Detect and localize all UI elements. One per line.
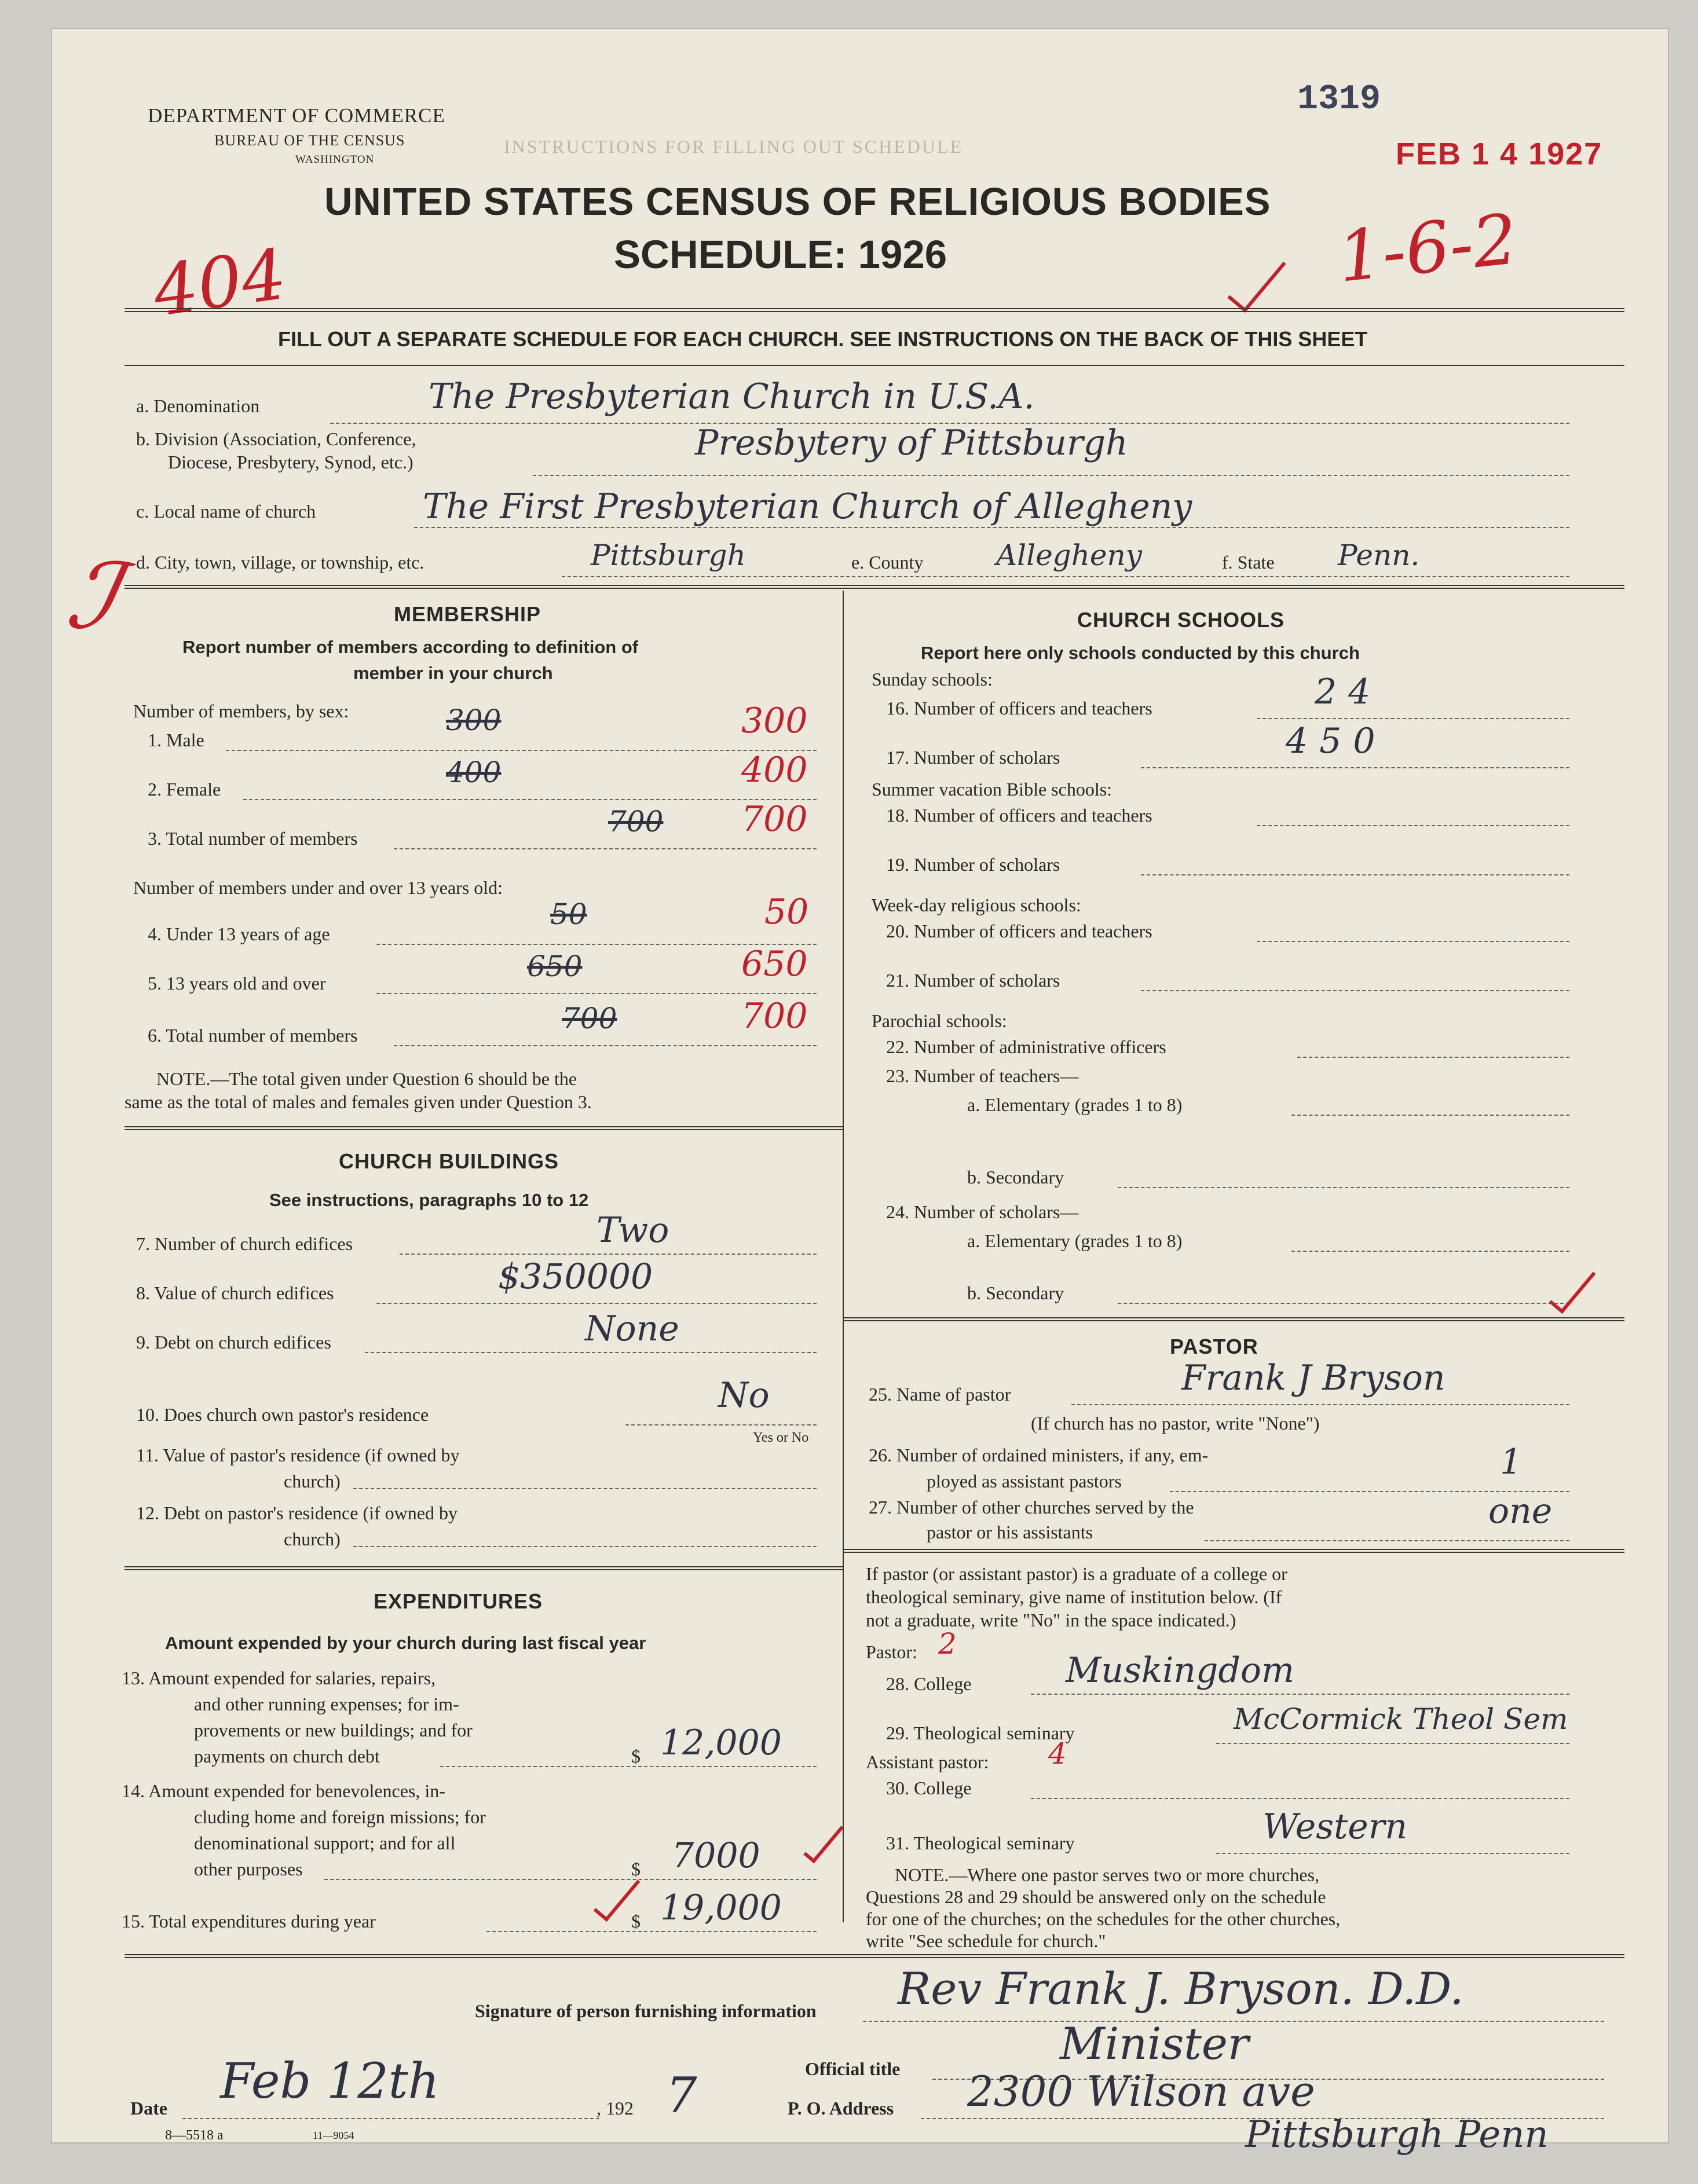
pastor-seminary-field[interactable]: McCormick Theol Sem <box>1234 1702 1568 1736</box>
census-schedule-sheet <box>52 29 1668 2156</box>
pastor-college-line <box>1031 1694 1569 1695</box>
fill-instruction: FILL OUT A SEPARATE SCHEDULE FOR EACH CHURCH. SEE INSTRUCTIONS ON THE BACK OF THIS SHEET <box>278 327 1368 351</box>
address-field[interactable]: 2300 Wilson ave <box>967 2067 1315 2116</box>
edifices-count-line <box>400 1254 817 1255</box>
residence-debt-line <box>353 1546 817 1547</box>
dept-line: DEPARTMENT OF COMMERCE <box>148 104 445 127</box>
sunday-officers-label: 16. Number of officers and teachers <box>886 698 1152 719</box>
red-check-benevolences <box>803 1819 844 1864</box>
total-members-line <box>394 848 817 849</box>
graduate-instr-1: If pastor (or assistant pastor) is a graduate of a college or <box>866 1563 1287 1584</box>
sunday-officers-line <box>1257 718 1569 719</box>
date-field[interactable]: Feb 12th <box>220 2053 440 2109</box>
sunday-scholars-line <box>1141 767 1569 768</box>
sunday-officers-field[interactable]: 24 <box>1315 672 1382 712</box>
asst-pastor-red-mark: 4 <box>1048 1737 1067 1771</box>
asst-seminary-label: 31. Theological seminary <box>886 1833 1075 1853</box>
over-13-label: 5. 13 years old and over <box>148 973 326 994</box>
other-churches-line <box>1205 1540 1569 1541</box>
pastor-note-1: NOTE.—Where one pastor serves two or more churches, <box>895 1864 1320 1885</box>
pastor-rule <box>843 1549 1624 1553</box>
pastor-sub-label: Pastor: <box>866 1641 917 1662</box>
parochial-teachers-sec-label: b. Secondary <box>967 1167 1064 1188</box>
membership-sub-1: Report number of members according to definition of <box>182 637 639 657</box>
weekday-scholars-line <box>1141 990 1569 991</box>
pastor-name-note: (If church has no pastor, write "None") <box>1031 1413 1320 1434</box>
running-expenses-line <box>440 1766 817 1767</box>
vacation-heading: Summer vacation Bible schools: <box>872 779 1113 800</box>
pastor-note-3: for one of the churches; on the schedules for the other churches, <box>866 1908 1341 1929</box>
asst-seminary-field[interactable]: Western <box>1262 1806 1408 1847</box>
female-label: 2. Female <box>148 779 221 800</box>
running-expenses-dollar: $ <box>631 1746 641 1767</box>
total-members-old-value: 700 <box>608 805 664 838</box>
female-old-value: 400 <box>446 756 502 789</box>
pastor-seminary-label: 29. Theological seminary <box>886 1723 1075 1743</box>
membership-note-1: NOTE.—The total given under Question 6 should be the <box>156 1068 577 1089</box>
pastor-name-field[interactable]: Frank J Bryson <box>1181 1358 1446 1398</box>
parochial-teachers-sec-line <box>1118 1187 1569 1188</box>
over-13-old-value: 650 <box>527 950 583 983</box>
membership-title: MEMBERSHIP <box>394 602 541 626</box>
pastor-residence-field[interactable]: No <box>718 1375 770 1416</box>
parochial-admin-line <box>1297 1057 1569 1058</box>
pastor-college-label: 28. College <box>886 1673 972 1694</box>
signature-label: Signature of person furnishing information <box>475 2000 817 2021</box>
weekday-officers-line <box>1257 941 1569 942</box>
address-label: P. O. Address <box>788 2098 894 2119</box>
graduate-instr-2: theological seminary, give name of institution below. (If <box>866 1586 1282 1607</box>
membership-sub-2: member in your church <box>353 663 553 683</box>
edifices-count-label: 7. Number of church edifices <box>136 1233 353 1254</box>
benevolences-line <box>324 1879 817 1880</box>
other-churches-label: 27. Number of other churches served by the <box>869 1497 1194 1518</box>
print-number: 11—9054 <box>313 2130 354 2141</box>
expenditures-sub: Amount expended by your church during last fiscal year <box>165 1633 646 1653</box>
edifices-debt-field[interactable]: None <box>585 1309 679 1349</box>
reverse-bleed-title: INSTRUCTIONS FOR FILLING OUT SCHEDULE <box>504 136 964 157</box>
male-field[interactable]: 300 <box>741 701 808 741</box>
weekday-scholars-label: 21. Number of scholars <box>886 970 1060 991</box>
denomination-label: a. Denomination <box>136 395 260 416</box>
yes-no-hint: Yes or No <box>753 1430 809 1445</box>
vacation-scholars-label: 19. Number of scholars <box>886 854 1060 875</box>
received-stamp: FEB 1 4 1927 <box>1396 137 1603 171</box>
benevolences-label: 14. Amount expended for benevolences, in- <box>122 1780 445 1801</box>
division-label-2: Diocese, Presbytery, Synod, etc.) <box>168 452 413 472</box>
pastor-title: PASTOR <box>1170 1335 1258 1358</box>
female-line <box>243 799 817 800</box>
schools-title: CHURCH SCHOOLS <box>1077 608 1285 632</box>
county-label: e. County <box>851 552 924 573</box>
total-members-2-label: 6. Total number of members <box>148 1025 358 1046</box>
parochial-scholars-label: 24. Number of scholars— <box>886 1201 1079 1222</box>
parochial-teachers-label: 23. Number of teachers— <box>886 1065 1079 1086</box>
edifices-debt-label: 9. Debt on church edifices <box>136 1332 331 1353</box>
year-prefix: , 192 <box>597 2098 634 2119</box>
female-field[interactable]: 400 <box>741 750 808 790</box>
total-members-field[interactable]: 700 <box>741 799 808 840</box>
asst-college-label: 30. College <box>886 1778 972 1798</box>
asst-ministers-field[interactable]: 1 <box>1500 1442 1523 1482</box>
location-line <box>562 576 1569 577</box>
age-heading: Number of members under and over 13 years old: <box>133 877 503 898</box>
total-members-2-line <box>394 1045 817 1046</box>
pastor-residence-label: 10. Does church own pastor's residence <box>136 1404 429 1425</box>
buildings-rule <box>125 1566 843 1570</box>
date-label: Date <box>130 2098 167 2119</box>
division-field[interactable]: Presbytery of Pittsburgh <box>695 423 1128 463</box>
total-expenditures-line <box>486 1931 817 1932</box>
pastor-residence-line <box>625 1424 817 1426</box>
edifices-count-field[interactable]: Two <box>597 1210 669 1251</box>
pastor-seminary-line <box>1216 1743 1569 1744</box>
asst-pastor-sub-label: Assistant pastor: <box>866 1751 989 1772</box>
city-line: WASHINGTON <box>295 153 375 166</box>
state-label: f. State <box>1222 552 1275 573</box>
benevolences-label-4: other purposes <box>194 1859 303 1879</box>
vacation-scholars-line <box>1141 874 1569 875</box>
expenditures-title: EXPENDITURES <box>374 1589 543 1613</box>
sections-rule <box>125 585 1624 589</box>
schools-rule <box>843 1317 1624 1321</box>
residence-value-label-2: church) <box>284 1471 341 1492</box>
over-13-field[interactable]: 650 <box>741 944 808 984</box>
other-churches-label-2: pastor or his assistants <box>927 1522 1093 1542</box>
pastor-college-field[interactable]: Muskingdom <box>1066 1650 1294 1691</box>
county-field[interactable]: Allegheny <box>996 538 1142 572</box>
weekday-officers-label: 20. Number of officers and teachers <box>886 921 1152 941</box>
form-number: 1319 <box>1297 80 1381 119</box>
asst-ministers-label-2: ployed as assistant pastors <box>927 1471 1122 1492</box>
year-field[interactable]: 7 <box>666 2067 697 2124</box>
under-13-label: 4. Under 13 years of age <box>148 924 330 944</box>
over-13-line <box>376 993 817 994</box>
city-label: d. City, town, village, or township, etc. <box>136 552 424 573</box>
red-bracket-mark: ℐ <box>60 535 126 657</box>
running-expenses-label-3: provements or new buildings; and for <box>194 1720 473 1740</box>
under-13-field[interactable]: 50 <box>764 892 809 932</box>
total-members-2-field[interactable]: 700 <box>741 996 808 1036</box>
sunday-scholars-label: 17. Number of scholars <box>886 747 1060 768</box>
schedule-title: SCHEDULE: 1926 <box>614 232 947 277</box>
asst-college-line <box>1031 1798 1569 1799</box>
official-title-field[interactable]: Minister <box>1060 2018 1249 2069</box>
schools-sub: Report here only schools conducted by this church <box>921 643 1360 663</box>
sunday-heading: Sunday schools: <box>872 669 993 690</box>
sunday-scholars-field[interactable]: 450 <box>1286 721 1387 761</box>
local-name-field[interactable]: The First Presbyterian Church of Allegheny <box>423 486 1192 527</box>
residence-debt-label: 12. Debt on pastor's residence (if owned by <box>136 1503 458 1523</box>
parochial-scholars-elem-line <box>1291 1251 1569 1252</box>
pastor-note-2: Questions 28 and 29 should be answered only on the schedule <box>866 1886 1326 1907</box>
buildings-sub: See instructions, paragraphs 10 to 12 <box>269 1190 589 1210</box>
parochial-scholars-elem-label: a. Elementary (grades 1 to 8) <box>967 1230 1183 1251</box>
pastor-note-4: write "See schedule for church." <box>866 1930 1106 1951</box>
footer-rule <box>125 1954 1624 1958</box>
membership-note-2: same as the total of males and females given under Question 3. <box>125 1091 592 1112</box>
city-field[interactable]: Pittsburgh <box>591 538 746 572</box>
date-line <box>182 2118 599 2119</box>
total-members-label: 3. Total number of members <box>148 828 358 849</box>
benevolences-label-2: cluding home and foreign missions; for <box>194 1806 486 1827</box>
division-line <box>533 475 1569 476</box>
signature-field[interactable]: Rev Frank J. Bryson. D.D. <box>898 1963 1464 2014</box>
asst-seminary-line <box>1216 1853 1569 1854</box>
parochial-admin-label: 22. Number of administrative officers <box>886 1036 1166 1057</box>
edifices-value-field[interactable]: $350000 <box>498 1256 653 1297</box>
asst-ministers-label: 26. Number of ordained ministers, if any, em- <box>869 1445 1209 1465</box>
red-check-schools <box>1549 1263 1596 1314</box>
membership-rule <box>125 1126 843 1130</box>
edifices-value-line <box>376 1303 817 1304</box>
running-expenses-label-4: payments on church debt <box>194 1746 380 1767</box>
parochial-teachers-elem-line <box>1291 1115 1569 1116</box>
residence-value-line <box>353 1488 817 1489</box>
pastor-name-label: 25. Name of pastor <box>869 1384 1011 1405</box>
state-field[interactable]: Penn. <box>1338 538 1420 572</box>
benevolences-label-3: denominational support; and for all <box>194 1833 456 1853</box>
under-13-old-value: 50 <box>550 897 587 931</box>
buildings-title: CHURCH BUILDINGS <box>339 1149 559 1173</box>
parochial-scholars-sec-label: b. Secondary <box>967 1282 1064 1303</box>
male-label: 1. Male <box>148 730 204 750</box>
address-field-2[interactable]: Pittsburgh Penn <box>1245 2113 1549 2156</box>
vacation-officers-label: 18. Number of officers and teachers <box>886 805 1152 826</box>
parochial-heading: Parochial schools: <box>872 1010 1007 1031</box>
residence-debt-label-2: church) <box>284 1529 341 1549</box>
division-label: b. Division (Association, Conference, <box>136 428 416 449</box>
total-expenditures-label: 15. Total expenditures during year <box>122 1911 376 1932</box>
residence-value-label: 11. Value of pastor's residence (if owned by <box>136 1445 460 1465</box>
official-title-label: Official title <box>805 2058 901 2079</box>
pastor-red-mark: 2 <box>938 1627 957 1661</box>
form-title: UNITED STATES CENSUS OF RELIGIOUS BODIES <box>324 180 1271 223</box>
weekday-heading: Week-day religious schools: <box>872 895 1081 915</box>
edifices-debt-line <box>365 1352 817 1353</box>
form-number-print: 8—5518 a <box>165 2128 224 2143</box>
header-rule-top <box>125 308 1624 312</box>
male-line <box>226 750 817 751</box>
column-divider <box>843 591 844 1922</box>
total-members-2-old-value: 700 <box>562 1002 617 1035</box>
running-expenses-field[interactable]: 12,000 <box>660 1723 782 1763</box>
graduate-instr-3: not a graduate, write "No" in the space indicated.) <box>866 1610 1236 1630</box>
other-churches-field[interactable]: one <box>1488 1491 1553 1531</box>
edifices-value-label: 8. Value of church edifices <box>136 1282 334 1303</box>
local-name-line <box>414 527 1569 528</box>
red-code-162: 1-6-2 <box>1334 199 1521 298</box>
parochial-scholars-sec-line <box>1118 1303 1569 1304</box>
male-old-value: 300 <box>446 703 502 737</box>
total-expenditures-dollar: $ <box>631 1911 641 1932</box>
red-code-404: 404 <box>148 234 291 333</box>
running-expenses-label: 13. Amount expended for salaries, repairs, <box>122 1668 436 1688</box>
bureau-line: BUREAU OF THE CENSUS <box>214 132 405 149</box>
pastor-name-line <box>1071 1404 1569 1405</box>
red-checkmark <box>1227 249 1286 313</box>
local-name-label: c. Local name of church <box>136 501 316 522</box>
running-expenses-label-2: and other running expenses; for im- <box>194 1694 459 1714</box>
header-rule-bottom <box>125 365 1624 366</box>
parochial-teachers-elem-label: a. Elementary (grades 1 to 8) <box>967 1094 1183 1115</box>
benevolences-field[interactable]: 7000 <box>672 1835 760 1876</box>
total-expenditures-field[interactable]: 19,000 <box>660 1888 782 1928</box>
vacation-officers-line <box>1257 825 1569 826</box>
denomination-field[interactable]: The Presbyterian Church in U.S.A. <box>429 376 1035 417</box>
benevolences-dollar: $ <box>631 1859 641 1879</box>
by-sex-label: Number of members, by sex: <box>133 701 349 721</box>
